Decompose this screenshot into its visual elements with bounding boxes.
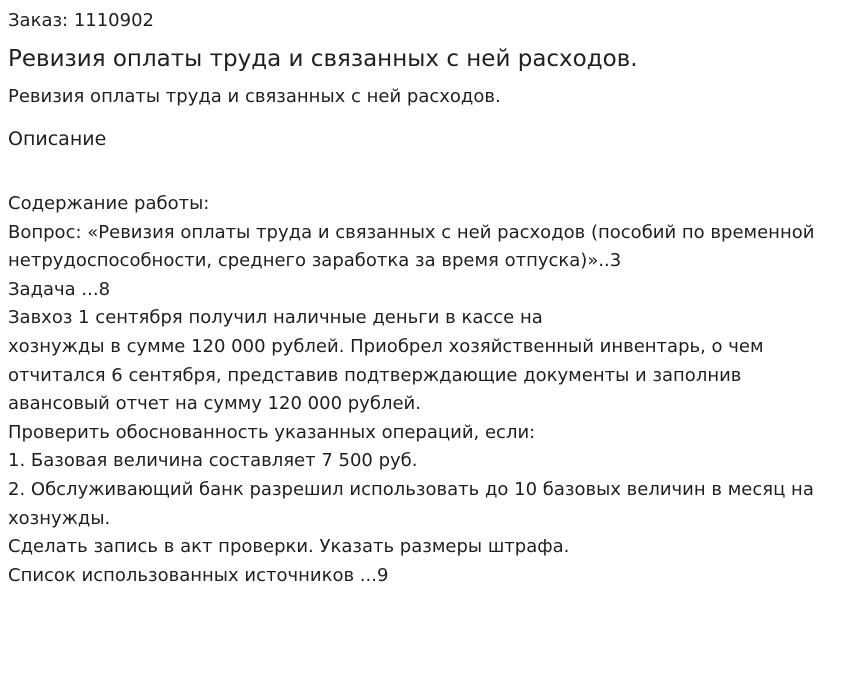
content-line: хознужды в сумме 120 000 рублей. Приобрел хозяйственный инвентарь, о чем отчитался 6 сентября, представив подтверждающие документы и заполнив авансовый отчет на сумму 120 000 рублей.	[8, 335, 764, 415]
content-line: Проверить обоснованность указанных операций, если:	[8, 421, 536, 443]
page-title: Ревизия оплаты труда и связанных с ней расходов.	[8, 46, 638, 72]
content-line: Список использованных источников ...9	[8, 564, 389, 586]
content-line: 1. Базовая величина составляет 7 500 руб.	[8, 450, 418, 472]
description-content	[8, 190, 839, 590]
order-number: Заказ: 1110902	[8, 10, 154, 31]
content-line: Вопрос: «Ревизия оплаты труда и связанных с ней расходов (пособий по временной нетрудоспособности, среднего заработка за время отпуска)»..3	[8, 221, 815, 272]
content-line: 2. Обслуживающий банк разрешил использовать до 10 базовых величин в месяц на хознужды.	[8, 478, 814, 529]
content-line: Задача ...8	[8, 278, 111, 300]
content-line: Сделать запись в акт проверки. Указать размеры штрафа.	[8, 536, 570, 558]
content-line: Завхоз 1 сентября получил наличные деньги в кассе на	[8, 307, 543, 329]
content-line: Содержание работы:	[8, 193, 210, 214]
page-subtitle: Ревизия оплаты труда и связанных с ней расходов.	[8, 86, 501, 107]
description-heading: Описание	[8, 128, 107, 150]
